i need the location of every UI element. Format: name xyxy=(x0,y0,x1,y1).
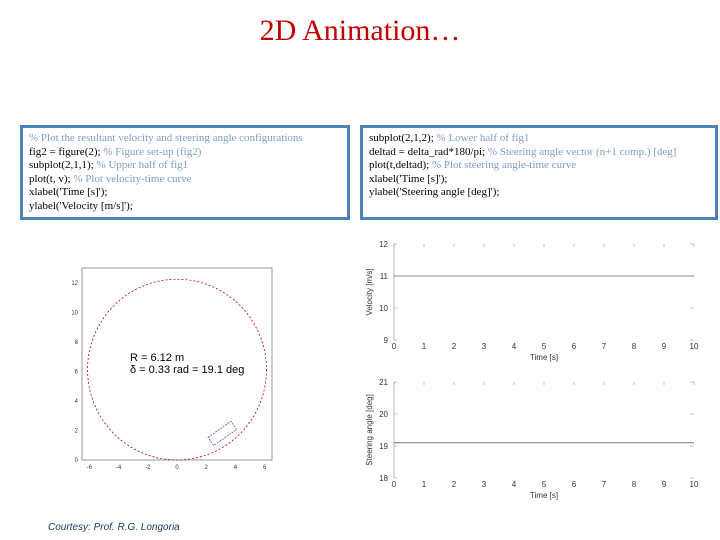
code-line xyxy=(29,186,341,200)
code-text: subplot(2,1,2); xyxy=(369,132,437,144)
code-comment: % Plot velocity-time curve xyxy=(73,172,192,185)
x-tick-label: 10 xyxy=(689,342,699,351)
code-line xyxy=(29,200,341,214)
code-line xyxy=(369,159,709,173)
code-text: fig2 = figure(2); xyxy=(29,145,104,158)
x-tick-label: 6 xyxy=(571,342,577,351)
x-tick-label: 6 xyxy=(263,465,267,471)
code-text: plot(t, v); xyxy=(29,172,74,185)
y-tick-label: 12 xyxy=(71,280,78,287)
y-tick-label: 9 xyxy=(383,336,388,345)
x-tick-label: 8 xyxy=(631,480,637,489)
code-text: ylabel('Velocity [m/s]'); xyxy=(29,199,133,212)
x-tick-label: -6 xyxy=(86,465,92,471)
code-line xyxy=(369,173,709,187)
x-tick-label: 10 xyxy=(689,480,699,489)
y-tick-label: 2 xyxy=(74,428,78,435)
code-line xyxy=(29,173,341,187)
steering-plot xyxy=(350,372,720,507)
y-tick-label: 8 xyxy=(74,339,78,346)
y-tick-label: 6 xyxy=(74,369,78,376)
code-line xyxy=(369,146,709,160)
x-tick-label: 1 xyxy=(421,342,427,351)
code-comment: % Steering angle vector (n+1 comp.) [deg] xyxy=(487,145,677,158)
x-tick-label: 4 xyxy=(233,465,238,471)
radius-annotation: R = 6.12 m xyxy=(130,352,185,364)
x-tick-label: 2 xyxy=(451,480,457,489)
x-axis-label: Time [s] xyxy=(529,491,559,500)
x-tick-label: 7 xyxy=(601,342,607,351)
steering-annotation: δ = 0.33 rad = 19.1 deg xyxy=(130,364,245,376)
code-line xyxy=(29,146,341,160)
x-tick-label: 9 xyxy=(661,342,667,351)
x-tick-label: 0 xyxy=(391,342,397,351)
slide-title: 2D Animation… xyxy=(259,14,461,47)
code-line xyxy=(29,132,341,146)
y-tick-label: 0 xyxy=(74,458,78,464)
code-comment: % Lower half of fig1 xyxy=(436,132,530,144)
velocity-plot xyxy=(350,232,720,382)
y-tick-label: 21 xyxy=(379,378,388,387)
code-line xyxy=(369,132,709,146)
code-line xyxy=(29,159,341,173)
trajectory-plot xyxy=(60,262,280,472)
x-tick-label: 2 xyxy=(451,342,457,351)
code-text: subplot(2,1,1); xyxy=(29,159,97,171)
code-text: xlabel('Time [s]'); xyxy=(29,186,108,198)
velocity-plot-svg xyxy=(350,232,720,382)
x-tick-label: 3 xyxy=(481,342,487,351)
x-tick-label: 4 xyxy=(511,342,517,351)
code-box-right xyxy=(360,125,718,220)
x-tick-label: 0 xyxy=(175,465,179,471)
x-tick-label: 8 xyxy=(631,342,637,351)
y-tick-label: 18 xyxy=(379,474,388,483)
code-text: plot(t,deltad); xyxy=(369,159,432,171)
x-tick-label: 7 xyxy=(601,480,607,489)
x-tick-label: 0 xyxy=(391,480,397,489)
x-axis-label: Time [s] xyxy=(529,353,559,362)
x-tick-label: 5 xyxy=(541,480,547,489)
x-tick-label: -4 xyxy=(115,465,122,471)
y-tick-label: 10 xyxy=(71,310,78,317)
y-tick-label: 4 xyxy=(74,398,78,405)
code-line xyxy=(369,186,709,200)
y-tick-label: 20 xyxy=(379,410,388,419)
x-tick-label: 2 xyxy=(204,465,208,471)
y-tick-label: 19 xyxy=(379,442,388,451)
x-tick-label: 5 xyxy=(541,342,547,351)
x-tick-label: 9 xyxy=(661,480,667,489)
code-comment: % Plot steering angle-time curve xyxy=(431,159,577,171)
y-tick-label: 11 xyxy=(379,272,388,281)
code-text: deltad = delta_rad*180/pi; xyxy=(369,145,488,158)
code-comment: % Plot the resultant velocity and steering angle configurations xyxy=(29,132,303,144)
code-comment: % Upper half of fig1 xyxy=(96,159,189,171)
y-axis-label: Steering angle [deg] xyxy=(365,394,374,466)
y-tick-label: 12 xyxy=(379,240,388,249)
code-comment: % Figure set-up (fig2) xyxy=(103,145,202,158)
code-box-left xyxy=(20,125,350,220)
x-tick-label: 6 xyxy=(571,480,577,489)
x-tick-label: 4 xyxy=(511,480,517,489)
y-axis-label: Velocity [m/s] xyxy=(365,268,374,316)
code-text: xlabel('Time [s]'); xyxy=(369,172,448,185)
code-text: ylabel('Steering angle [deg]'); xyxy=(369,186,500,198)
courtesy-note: Courtesy: Prof. R.G. Longoria xyxy=(48,522,180,533)
steering-plot-svg xyxy=(350,372,720,507)
x-tick-label: 1 xyxy=(421,480,427,489)
trajectory-plot-svg xyxy=(60,262,280,472)
y-tick-label: 10 xyxy=(379,304,388,313)
x-tick-label: -2 xyxy=(145,465,151,471)
x-tick-label: 3 xyxy=(481,480,487,489)
